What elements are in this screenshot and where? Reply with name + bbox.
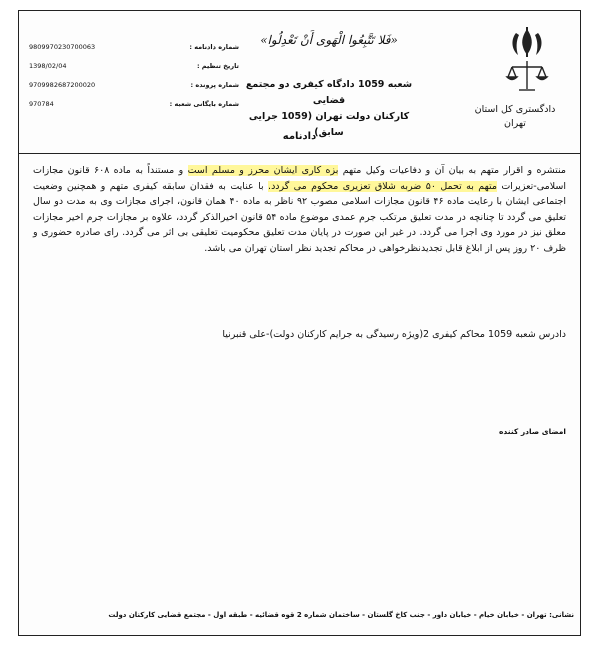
court-verdict-document [18,10,581,636]
case-number-value: 9709982687200020 [29,81,96,89]
meta-row-verdict-number [29,43,239,62]
document-title: دادنامه [282,131,317,142]
department-line-1: دادگستری کل استان [474,104,556,115]
verdict-number-value: 9809970230700063 [29,43,96,51]
body-text-3: با عنایت به فقدان سابقه کیفری متهم و همچنین وضعیت اجتماعی ایشان با رعایت ماده ۴۶ قانون مجازات اسلامی مصوب ۹۲ ناظر به ماده ۴۰ همان قانون، اجرای مجازات وی به مدت دو سال تعلیق می گردد تا چنانچه در مدت تعلیق مرتکب جرم عمدی موضوع ماده ۵۴ قانون اخیرالذکر گردد، علاوه بر مجازات جرم اخیر مجازات معلق نیز در مورد وی اجرا می گردد. در غیر این صورت در پایان مدت تعلیق محکومیت تعلیقی بی اثر می گردد. رای صادره حضوری و ظرف ۲۰ روز پس از ابلاغ قابل تجدیدنظرخواهی در محاکم تجدید نظر استان تهران می باشد. [33,180,566,254]
document-header [19,11,580,151]
body-text-1: منتشره و اقرار متهم به بیان آن و دفاعیات وکیل متهم [338,165,566,176]
body-text-2: و مستنداً به ماده ۶۰۸ قانون مجازات اسلامی-تعزیرات [33,165,566,192]
department-name [460,103,570,131]
signature-label: امضای صادر کننده [499,427,566,436]
date-value: 1398/02/04 [29,62,67,70]
court-title-line-2: کارکنان دولت تهران (1059 جرایی سابق) [248,111,410,138]
meta-row-archive-number [29,100,239,119]
scales-of-justice-icon [507,61,547,90]
highlighted-sentence: متهم به تحمل ۵۰ ضربه شلاق تعزیری محکوم می گردد. [268,180,497,192]
highlighted-guilt-statement: بزه کاری ایشان محرز و مسلم است [187,165,339,176]
header-divider [19,153,580,154]
judge-line: دادرس شعبه 1059 محاکم کیفری 2(ویژه رسیدگی به جرایم کارکنان دولت)-علی قنبرنیا [222,329,566,340]
date-label: تاریخ تنظیم : [196,62,239,70]
case-number-label: شماره پرونده : [190,81,239,89]
address-footer: نشانی: تهران - خیابان خیام - خیابان داور - جنب کاخ گلستان - ساختمان شماره 2 قوه قضائیه - طبقه اول - مجتمع قضایی کارکنان دولت [108,611,574,619]
verdict-body [33,163,566,256]
court-title-line-1: شعبه 1059 دادگاه کیفری دو مجتمع قضایی [245,79,413,106]
quran-verse: «فَلا تَتَّبِعُوا الْهَوى أَنْ تَعْدِلُوا» [260,33,398,47]
meta-row-case-number [29,81,239,100]
archive-number-value: 970784 [29,100,54,108]
case-metadata [29,43,239,119]
verdict-number-label: شماره دادنامه : [189,43,239,51]
meta-row-date [29,62,239,81]
department-line-2: تهران [504,118,526,129]
iran-emblem-icon [502,25,552,95]
archive-number-label: شماره بایگانی شعبه : [169,100,239,108]
